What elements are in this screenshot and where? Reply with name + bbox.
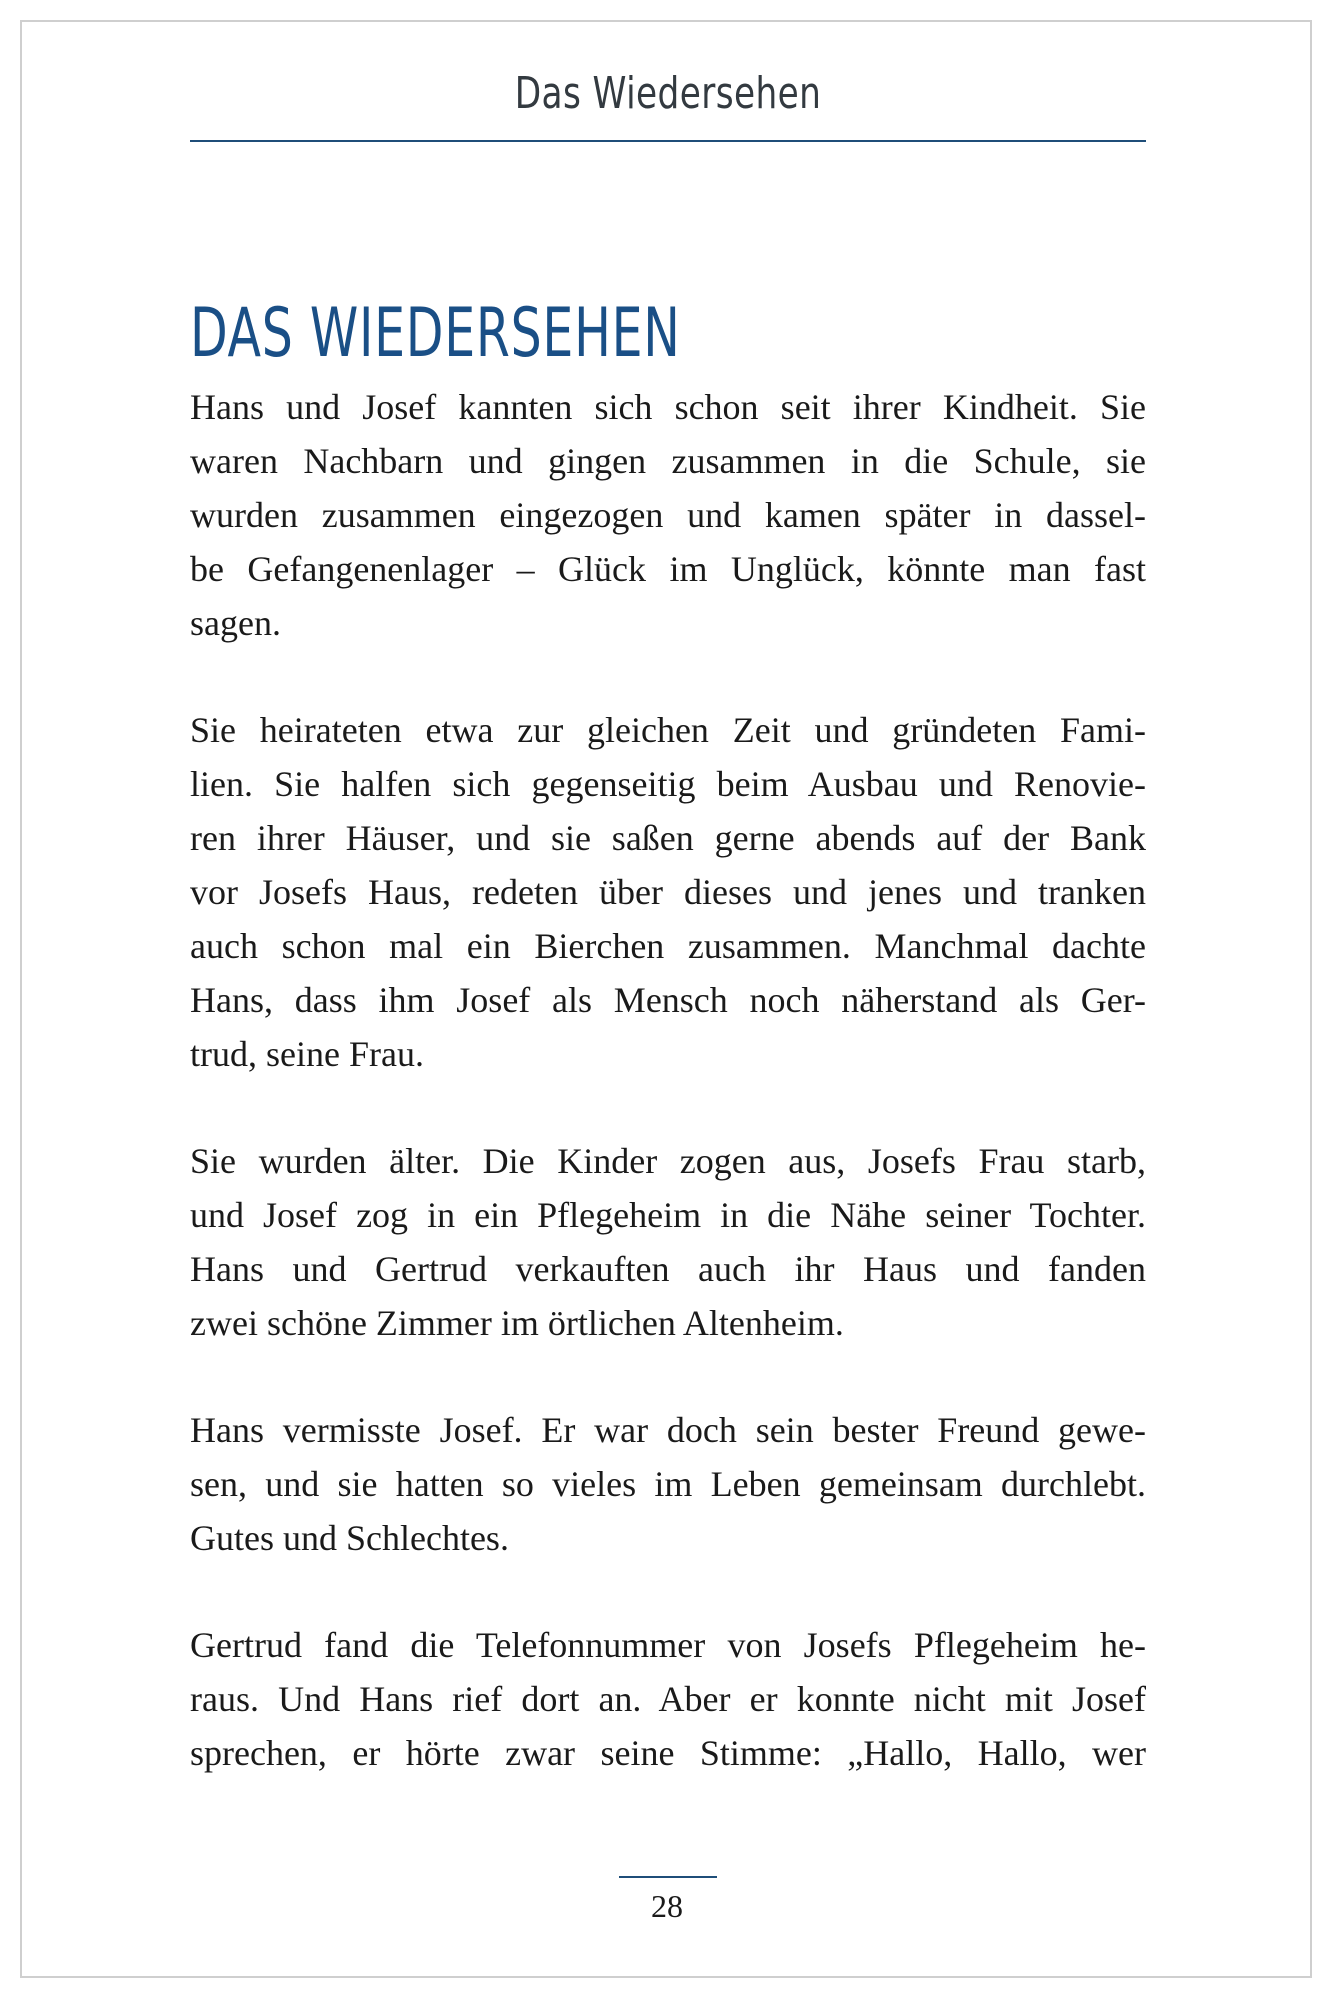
text-line: sprechen, er hörte zwar seine Stimme: „Hallo, Hallo, wer: [190, 1733, 1146, 1773]
text-line: auch schon mal ein Bierchen zusammen. Manchmal dachte: [190, 926, 1146, 966]
paragraph: [190, 703, 1146, 1081]
paragraph: [190, 380, 1146, 650]
text-line: wurden zusammen eingezogen und kamen später in dassel-: [190, 495, 1146, 535]
text-line: waren Nachbarn und gingen zusammen in die Schule, sie: [190, 441, 1146, 481]
page-number: 28: [651, 1888, 683, 1924]
header-rule: [190, 140, 1146, 142]
text-line: zwei schöne Zimmer im örtlichen Altenheim.: [190, 1303, 844, 1343]
paragraph: [190, 1403, 1146, 1565]
text-line: Sie wurden älter. Die Kinder zogen aus, Josefs Frau starb,: [190, 1141, 1146, 1181]
chapter-title: DAS WIEDERSEHEN: [190, 293, 681, 373]
text-line: sen, und sie hatten so vieles im Leben gemeinsam durchlebt.: [190, 1464, 1146, 1504]
text-line: ren ihrer Häuser, und sie saßen gerne abends auf der Bank: [190, 818, 1146, 858]
text-line: sagen.: [190, 603, 281, 643]
body-text: [190, 380, 1146, 1833]
text-line: Hans und Gertrud verkauften auch ihr Haus und fanden: [190, 1249, 1146, 1289]
text-line: Hans und Josef kannten sich schon seit ihrer Kindheit. Sie: [190, 387, 1146, 427]
text-line: be Gefangenenlager – Glück im Unglück, könnte man fast: [190, 549, 1146, 589]
text-line: Gertrud fand die Telefonnummer von Josefs Pflegeheim he-: [190, 1625, 1146, 1665]
text-line: trud, seine Frau.: [190, 1034, 424, 1074]
text-line: vor Josefs Haus, redeten über dieses und jenes und tranken: [190, 872, 1146, 912]
text-line: raus. Und Hans rief dort an. Aber er konnte nicht mit Josef: [190, 1679, 1146, 1719]
paragraph: [190, 1618, 1146, 1780]
paragraph: [190, 1134, 1146, 1350]
text-line: und Josef zog in ein Pflegeheim in die Nähe seiner Tochter.: [190, 1195, 1146, 1235]
text-line: Gutes und Schlechtes.: [190, 1518, 509, 1558]
text-line: lien. Sie halfen sich gegenseitig beim Ausbau und Renovie-: [190, 764, 1146, 804]
text-line: Hans, dass ihm Josef als Mensch noch näherstand als Ger-: [190, 980, 1146, 1020]
footer-rule: [619, 1876, 717, 1878]
text-line: Sie heirateten etwa zur gleichen Zeit und gründeten Fami-: [190, 710, 1146, 750]
running-head: Das Wiedersehen: [514, 68, 822, 119]
text-line: Hans vermisste Josef. Er war doch sein bester Freund gewe-: [190, 1410, 1146, 1450]
